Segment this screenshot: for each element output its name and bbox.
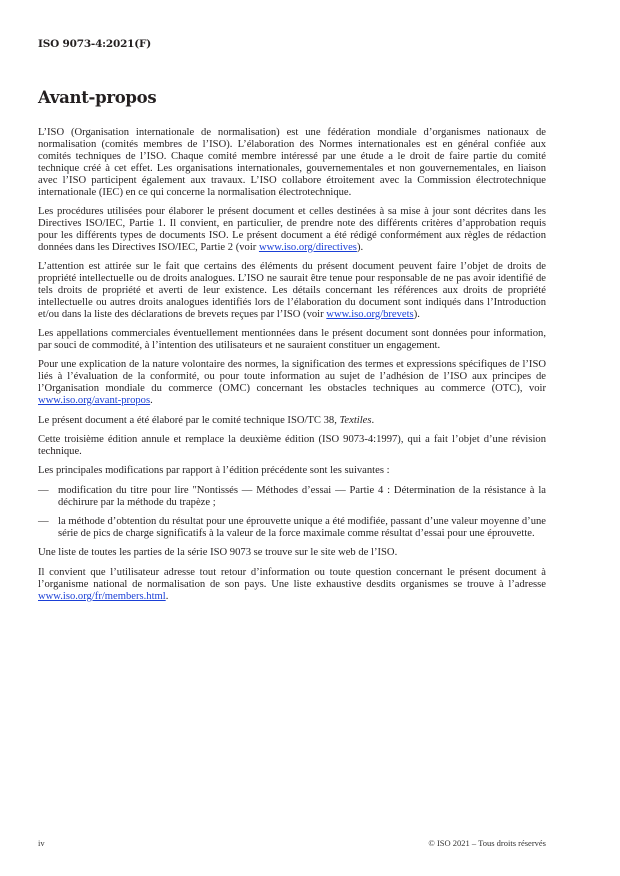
paragraph-trade-names: Les appellations commerciales éventuellement mentionnées dans le présent document sont données pour information, par souci de commodité, à l’intention des utilisateurs et ne sauraient constituer un engagement. (38, 328, 546, 351)
list-item: — modification du titre pour lire "Nontissés — Méthodes d’essai — Partie 4 : Détermination de la résistance à la déchirure par la méthode du trapèze ; (38, 484, 546, 508)
copyright: © ISO 2021 – Tous droits réservés (428, 838, 546, 848)
paragraph-patents: L’attention est attirée sur le fait que certains des éléments du présent document peuvent faire l’objet de droits de propriété intellectuelle ou de droits analogues. L’ISO ne saurait être tenue pour responsable de ne pas avoir identifié de tels droits de propriété et averti de leur existence. Les détails concernant les références aux droits de propriété intellectuelle ou autres droits analogues identifiés lors de l’élaboration du document sont indiqués dans l’Introduction et/ou dans la liste des déclarations de brevets reçues par l’ISO (voir www.iso.org/brevets). (38, 261, 546, 320)
link-directives[interactable]: www.iso.org/directives (258, 241, 357, 253)
paragraph-feedback: Il convient que l’utilisateur adresse tout retour d’information ou toute question concernant le présent document à l’organisme national de normalisation de son pays. Une liste exhaustive desdits organismes se trouve à l’adresse www.iso.org/fr/members.html. (38, 566, 546, 602)
foreword-body (38, 127, 546, 610)
paragraph-procedures: Les procédures utilisées pour élaborer le présent document et celles destinées à sa mise à jour sont décrites dans les Directives ISO/IEC, Partie 1. Il convient, en particulier, de prendre note des différents critères d’approbation requis pour les différents types de documents ISO. Le présent document a été rédigé conformément aux règles de rédaction données dans les Directives ISO/IEC, Partie 2 (voir www.iso.org/directives). (38, 205, 546, 253)
paragraph-series: Une liste de toutes les parties de la série ISO 9073 se trouve sur le site web de l’ISO. (38, 547, 398, 559)
paragraph-changes-intro: Les principales modifications par rapport à l’édition précédente sont les suivantes : (38, 465, 390, 477)
link-avant-propos[interactable]: www.iso.org/avant-propos (38, 395, 151, 407)
paragraph-edition: Cette troisième édition annule et remplace la deuxième édition (ISO 9073-4:1997), qui a fait l’objet d’une révision technique. (38, 433, 546, 457)
dash-bullet: — (38, 515, 49, 527)
document-id: ISO 9073-4:2021(F) (38, 38, 152, 50)
paragraph-iso-intro: L’ISO (Organisation internationale de normalisation) est une fédération mondiale d’organismes nationaux de normalisation (comités membres de l’ISO). L’élaboration des Normes internationales est en général confiée aux comités techniques de l’ISO. Chaque comité membre intéressé par une étude a le droit de faire partie du comité technique créé à cet effet. Les organisations internationales, gouvernementales et non gouvernementales, en liaison avec l’ISO participent également aux travaux. L’ISO collabore étroitement avec la Commission électrotechnique internationale (IEC) en ce qui concerne la normalisation électrotechnique. (38, 127, 546, 198)
page-footer (38, 838, 546, 848)
paragraph-voluntary: Pour une explication de la nature volontaire des normes, la signification des termes et expressions spécifiques de l’ISO liés à l’évaluation de la conformité, ou pour toute information au sujet de l’adhésion de l’ISO aux principes de l’Organisation mondiale du commerce (OMC) concernant les obstacles techniques au commerce (OTC), voir www.iso.org/avant-propos. (38, 359, 546, 407)
link-members[interactable]: www.iso.org/fr/members.html (38, 590, 166, 602)
list-item: — la méthode d’obtention du résultat pour une éprouvette unique a été modifiée, passant d’une valeur moyenne d’une série de pics de charge significatifs à la valeur de la force maximale comme résultat d’essai pour une éprouvette. (38, 515, 546, 539)
dash-bullet: — (38, 484, 49, 496)
section-title: Avant-propos (38, 88, 157, 107)
paragraph-committee: Le présent document a été élaboré par le comité technique ISO/TC 38, Textiles. (38, 414, 375, 426)
link-brevets[interactable]: www.iso.org/brevets (326, 308, 414, 320)
page-number: iv (38, 838, 45, 848)
